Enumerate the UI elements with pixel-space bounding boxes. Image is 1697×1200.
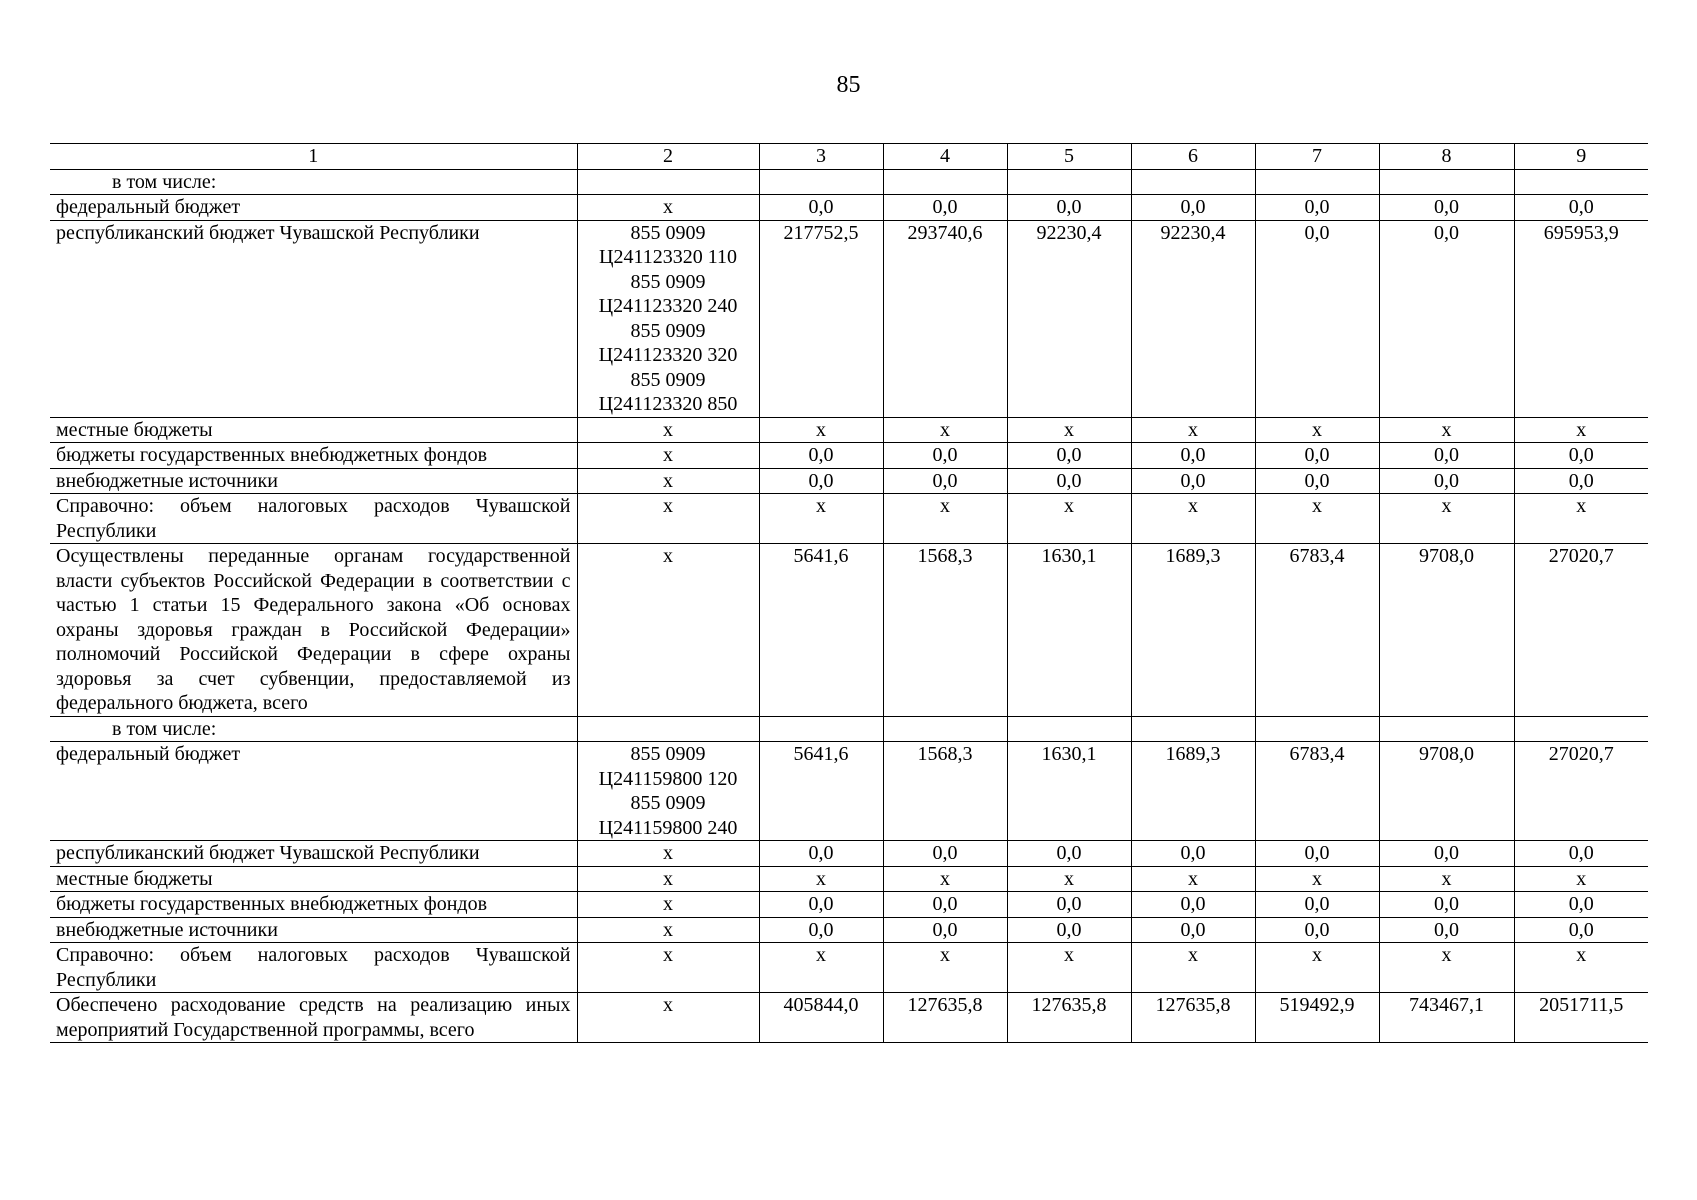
table-row [50, 841, 1648, 867]
value-cell: х [1514, 866, 1648, 892]
table-row [50, 544, 1648, 717]
value-cell: 405844,0 [759, 993, 883, 1043]
budget-code-line: Ц241123320 850 [598, 393, 738, 415]
value-cell: 0,0 [883, 195, 1007, 221]
value-cell: 1689,3 [1131, 742, 1255, 841]
value-cell: 5641,6 [759, 742, 883, 841]
value-cell [1514, 716, 1648, 742]
budget-code-cell [577, 468, 759, 494]
value-cell: 743467,1 [1379, 993, 1514, 1043]
value-cell [1255, 716, 1379, 742]
row-label: бюджеты государственных внебюджетных фондов [50, 892, 577, 918]
value-cell: х [1007, 417, 1131, 443]
row-label: республиканский бюджет Чувашской Республики [50, 220, 577, 417]
value-cell: 6783,4 [1255, 742, 1379, 841]
value-cell: 0,0 [1379, 195, 1514, 221]
value-cell: 695953,9 [1514, 220, 1648, 417]
column-header: 6 [1131, 144, 1255, 170]
budget-code-cell [577, 866, 759, 892]
budget-code-cell [577, 742, 759, 841]
value-cell: 0,0 [1514, 892, 1648, 918]
value-cell: 0,0 [1131, 195, 1255, 221]
value-cell: 293740,6 [883, 220, 1007, 417]
value-cell [1379, 169, 1514, 195]
subheading-row [50, 169, 1648, 195]
value-cell: 0,0 [1131, 917, 1255, 943]
value-cell: 0,0 [1007, 195, 1131, 221]
value-cell: 0,0 [1255, 195, 1379, 221]
value-cell: 0,0 [1007, 841, 1131, 867]
value-cell: х [1255, 866, 1379, 892]
value-cell: 127635,8 [883, 993, 1007, 1043]
value-cell: 9708,0 [1379, 742, 1514, 841]
column-header: 7 [1255, 144, 1379, 170]
value-cell: 0,0 [1514, 468, 1648, 494]
value-cell [1255, 169, 1379, 195]
table-row [50, 220, 1648, 417]
value-cell [1007, 716, 1131, 742]
budget-code-cell [577, 716, 759, 742]
value-cell: 0,0 [1514, 917, 1648, 943]
column-header: 4 [883, 144, 1007, 170]
row-label: внебюджетные источники [50, 468, 577, 494]
row-label: Справочно: объем налоговых расходов Чувашской Республики [50, 494, 577, 544]
budget-code-cell [577, 195, 759, 221]
budget-code-line: х [663, 842, 673, 864]
value-cell: 1689,3 [1131, 544, 1255, 717]
row-label: бюджеты государственных внебюджетных фондов [50, 443, 577, 469]
row-label: Обеспечено расходование средств на реализацию иных мероприятий Государственной программы, всего [50, 993, 577, 1043]
value-cell [759, 716, 883, 742]
table-row [50, 993, 1648, 1043]
table-row [50, 195, 1648, 221]
value-cell: 0,0 [1255, 220, 1379, 417]
value-cell: х [883, 494, 1007, 544]
value-cell: 5641,6 [759, 544, 883, 717]
budget-code-line: х [663, 994, 673, 1016]
value-cell [1131, 716, 1255, 742]
value-cell: х [1255, 417, 1379, 443]
row-label: местные бюджеты [50, 417, 577, 443]
value-cell: 1630,1 [1007, 544, 1131, 717]
budget-code-line: х [663, 944, 673, 966]
header-row [50, 144, 1648, 170]
column-header: 8 [1379, 144, 1514, 170]
budget-code-line: 855 0909 [630, 368, 706, 391]
budget-code-line: х [663, 893, 673, 915]
value-cell: 0,0 [1379, 892, 1514, 918]
value-cell: х [759, 494, 883, 544]
value-cell [883, 169, 1007, 195]
value-cell: х [1131, 943, 1255, 993]
value-cell [1131, 169, 1255, 195]
budget-code-cell [577, 993, 759, 1043]
value-cell: х [1131, 866, 1255, 892]
budget-code-cell [577, 544, 759, 717]
value-cell: х [1007, 943, 1131, 993]
value-cell: х [1379, 943, 1514, 993]
value-cell [759, 169, 883, 195]
value-cell: 0,0 [759, 443, 883, 469]
table-row [50, 443, 1648, 469]
value-cell: 127635,8 [1007, 993, 1131, 1043]
budget-code-cell [577, 841, 759, 867]
value-cell: 6783,4 [1255, 544, 1379, 717]
table-row [50, 917, 1648, 943]
column-header: 5 [1007, 144, 1131, 170]
value-cell: 92230,4 [1007, 220, 1131, 417]
value-cell: 0,0 [1007, 892, 1131, 918]
value-cell: 1630,1 [1007, 742, 1131, 841]
value-cell: х [1131, 417, 1255, 443]
value-cell: х [883, 943, 1007, 993]
budget-code-line: Ц241123320 110 [599, 246, 737, 268]
column-header: 1 [50, 144, 577, 170]
value-cell: 0,0 [1131, 841, 1255, 867]
table-row [50, 742, 1648, 841]
value-cell: х [1007, 494, 1131, 544]
value-cell: 0,0 [1379, 443, 1514, 469]
budget-code-cell [577, 494, 759, 544]
table-row [50, 494, 1648, 544]
value-cell: 1568,3 [883, 742, 1007, 841]
budget-code-line: х [663, 444, 673, 466]
row-label: в том числе: [50, 169, 577, 195]
budget-code-line: х [663, 418, 673, 441]
value-cell: 0,0 [759, 195, 883, 221]
page-number: 85 [836, 72, 861, 98]
value-cell: 0,0 [1007, 468, 1131, 494]
value-cell: 0,0 [883, 892, 1007, 918]
value-cell: 0,0 [883, 443, 1007, 469]
value-cell: 27020,7 [1514, 742, 1648, 841]
budget-code-cell [577, 943, 759, 993]
value-cell: 0,0 [1255, 917, 1379, 943]
budget-code-line: Ц241123320 320 [598, 344, 738, 366]
row-label: Справочно: объем налоговых расходов Чувашской Республики [50, 943, 577, 993]
value-cell: х [1007, 866, 1131, 892]
value-cell: 0,0 [1379, 220, 1514, 417]
value-cell: 0,0 [1255, 468, 1379, 494]
budget-table [50, 143, 1648, 1043]
value-cell: 0,0 [1007, 443, 1131, 469]
value-cell: 0,0 [759, 468, 883, 494]
budget-code-line: х [663, 867, 673, 890]
value-cell: 519492,9 [1255, 993, 1379, 1043]
value-cell: х [759, 943, 883, 993]
value-cell: х [1379, 417, 1514, 443]
value-cell: х [759, 866, 883, 892]
budget-code-cell [577, 417, 759, 443]
value-cell: 0,0 [1255, 892, 1379, 918]
budget-code-line: х [663, 918, 673, 941]
value-cell: х [1514, 943, 1648, 993]
value-cell: 0,0 [1379, 917, 1514, 943]
budget-code-line: х [663, 196, 673, 218]
budget-code-cell [577, 220, 759, 417]
budget-code-line: Ц241159800 120 [598, 767, 738, 790]
value-cell: 0,0 [1131, 468, 1255, 494]
value-cell: х [1514, 494, 1648, 544]
row-label: федеральный бюджет [50, 742, 577, 841]
budget-code-line: 855 0909 [630, 221, 706, 244]
budget-code-line: Ц241123320 240 [598, 295, 738, 317]
row-label: федеральный бюджет [50, 195, 577, 221]
budget-code-line: 855 0909 [630, 319, 706, 342]
value-cell: х [1514, 417, 1648, 443]
column-header: 2 [577, 144, 759, 170]
value-cell: 0,0 [1514, 195, 1648, 221]
table-body [50, 169, 1648, 1043]
table-row [50, 892, 1648, 918]
value-cell: 0,0 [1007, 917, 1131, 943]
budget-code-line: 855 0909 [630, 743, 706, 765]
row-label: внебюджетные источники [50, 917, 577, 943]
value-cell [1379, 716, 1514, 742]
value-cell: 0,0 [759, 841, 883, 867]
value-cell: 0,0 [1379, 468, 1514, 494]
row-label: Осуществлены переданные органам государственной власти субъектов Российской Федерации в соответствии с частью 1 статьи 15 Федерального закона «Об основах охраны здоровья граждан в Российской Федерации» полномочий Российской Федерации в сфере охраны здоровья за счет субвенции, предоставляемой из федерального бюджета, всего [50, 544, 577, 717]
value-cell: 127635,8 [1131, 993, 1255, 1043]
budget-code-cell [577, 443, 759, 469]
column-header: 9 [1514, 144, 1648, 170]
budget-code-cell [577, 892, 759, 918]
value-cell: 0,0 [759, 917, 883, 943]
table-row [50, 943, 1648, 993]
budget-code-cell [577, 169, 759, 195]
budget-code-line: х [663, 469, 673, 492]
value-cell: 0,0 [883, 917, 1007, 943]
value-cell [1514, 169, 1648, 195]
value-cell: х [759, 417, 883, 443]
row-label: республиканский бюджет Чувашской Республики [50, 841, 577, 867]
value-cell: 92230,4 [1131, 220, 1255, 417]
budget-code-line: 855 0909 [630, 270, 706, 293]
value-cell: 0,0 [1514, 841, 1648, 867]
value-cell: 0,0 [1379, 841, 1514, 867]
value-cell: 0,0 [883, 468, 1007, 494]
value-cell: х [1255, 494, 1379, 544]
value-cell: х [1131, 494, 1255, 544]
value-cell: х [1379, 494, 1514, 544]
value-cell [883, 716, 1007, 742]
row-label: в том числе: [50, 716, 577, 742]
value-cell: 0,0 [1255, 841, 1379, 867]
table-row [50, 417, 1648, 443]
value-cell: 0,0 [1131, 443, 1255, 469]
budget-code-line: 855 0909 [630, 792, 706, 814]
budget-code-line: х [663, 545, 673, 567]
value-cell: х [1255, 943, 1379, 993]
table-row [50, 468, 1648, 494]
value-cell: 217752,5 [759, 220, 883, 417]
value-cell: 0,0 [1131, 892, 1255, 918]
value-cell [1007, 169, 1131, 195]
table-row [50, 866, 1648, 892]
value-cell: х [883, 866, 1007, 892]
value-cell: 9708,0 [1379, 544, 1514, 717]
value-cell: х [883, 417, 1007, 443]
value-cell: 0,0 [1255, 443, 1379, 469]
value-cell: 1568,3 [883, 544, 1007, 717]
row-label: местные бюджеты [50, 866, 577, 892]
budget-code-line: Ц241159800 240 [598, 816, 738, 839]
value-cell: 0,0 [1514, 443, 1648, 469]
value-cell: 0,0 [883, 841, 1007, 867]
budget-code-cell [577, 917, 759, 943]
value-cell: 0,0 [759, 892, 883, 918]
subheading-row [50, 716, 1648, 742]
value-cell: 2051711,5 [1514, 993, 1648, 1043]
value-cell: х [1379, 866, 1514, 892]
column-header: 3 [759, 144, 883, 170]
budget-code-line: х [663, 495, 673, 517]
value-cell: 27020,7 [1514, 544, 1648, 717]
